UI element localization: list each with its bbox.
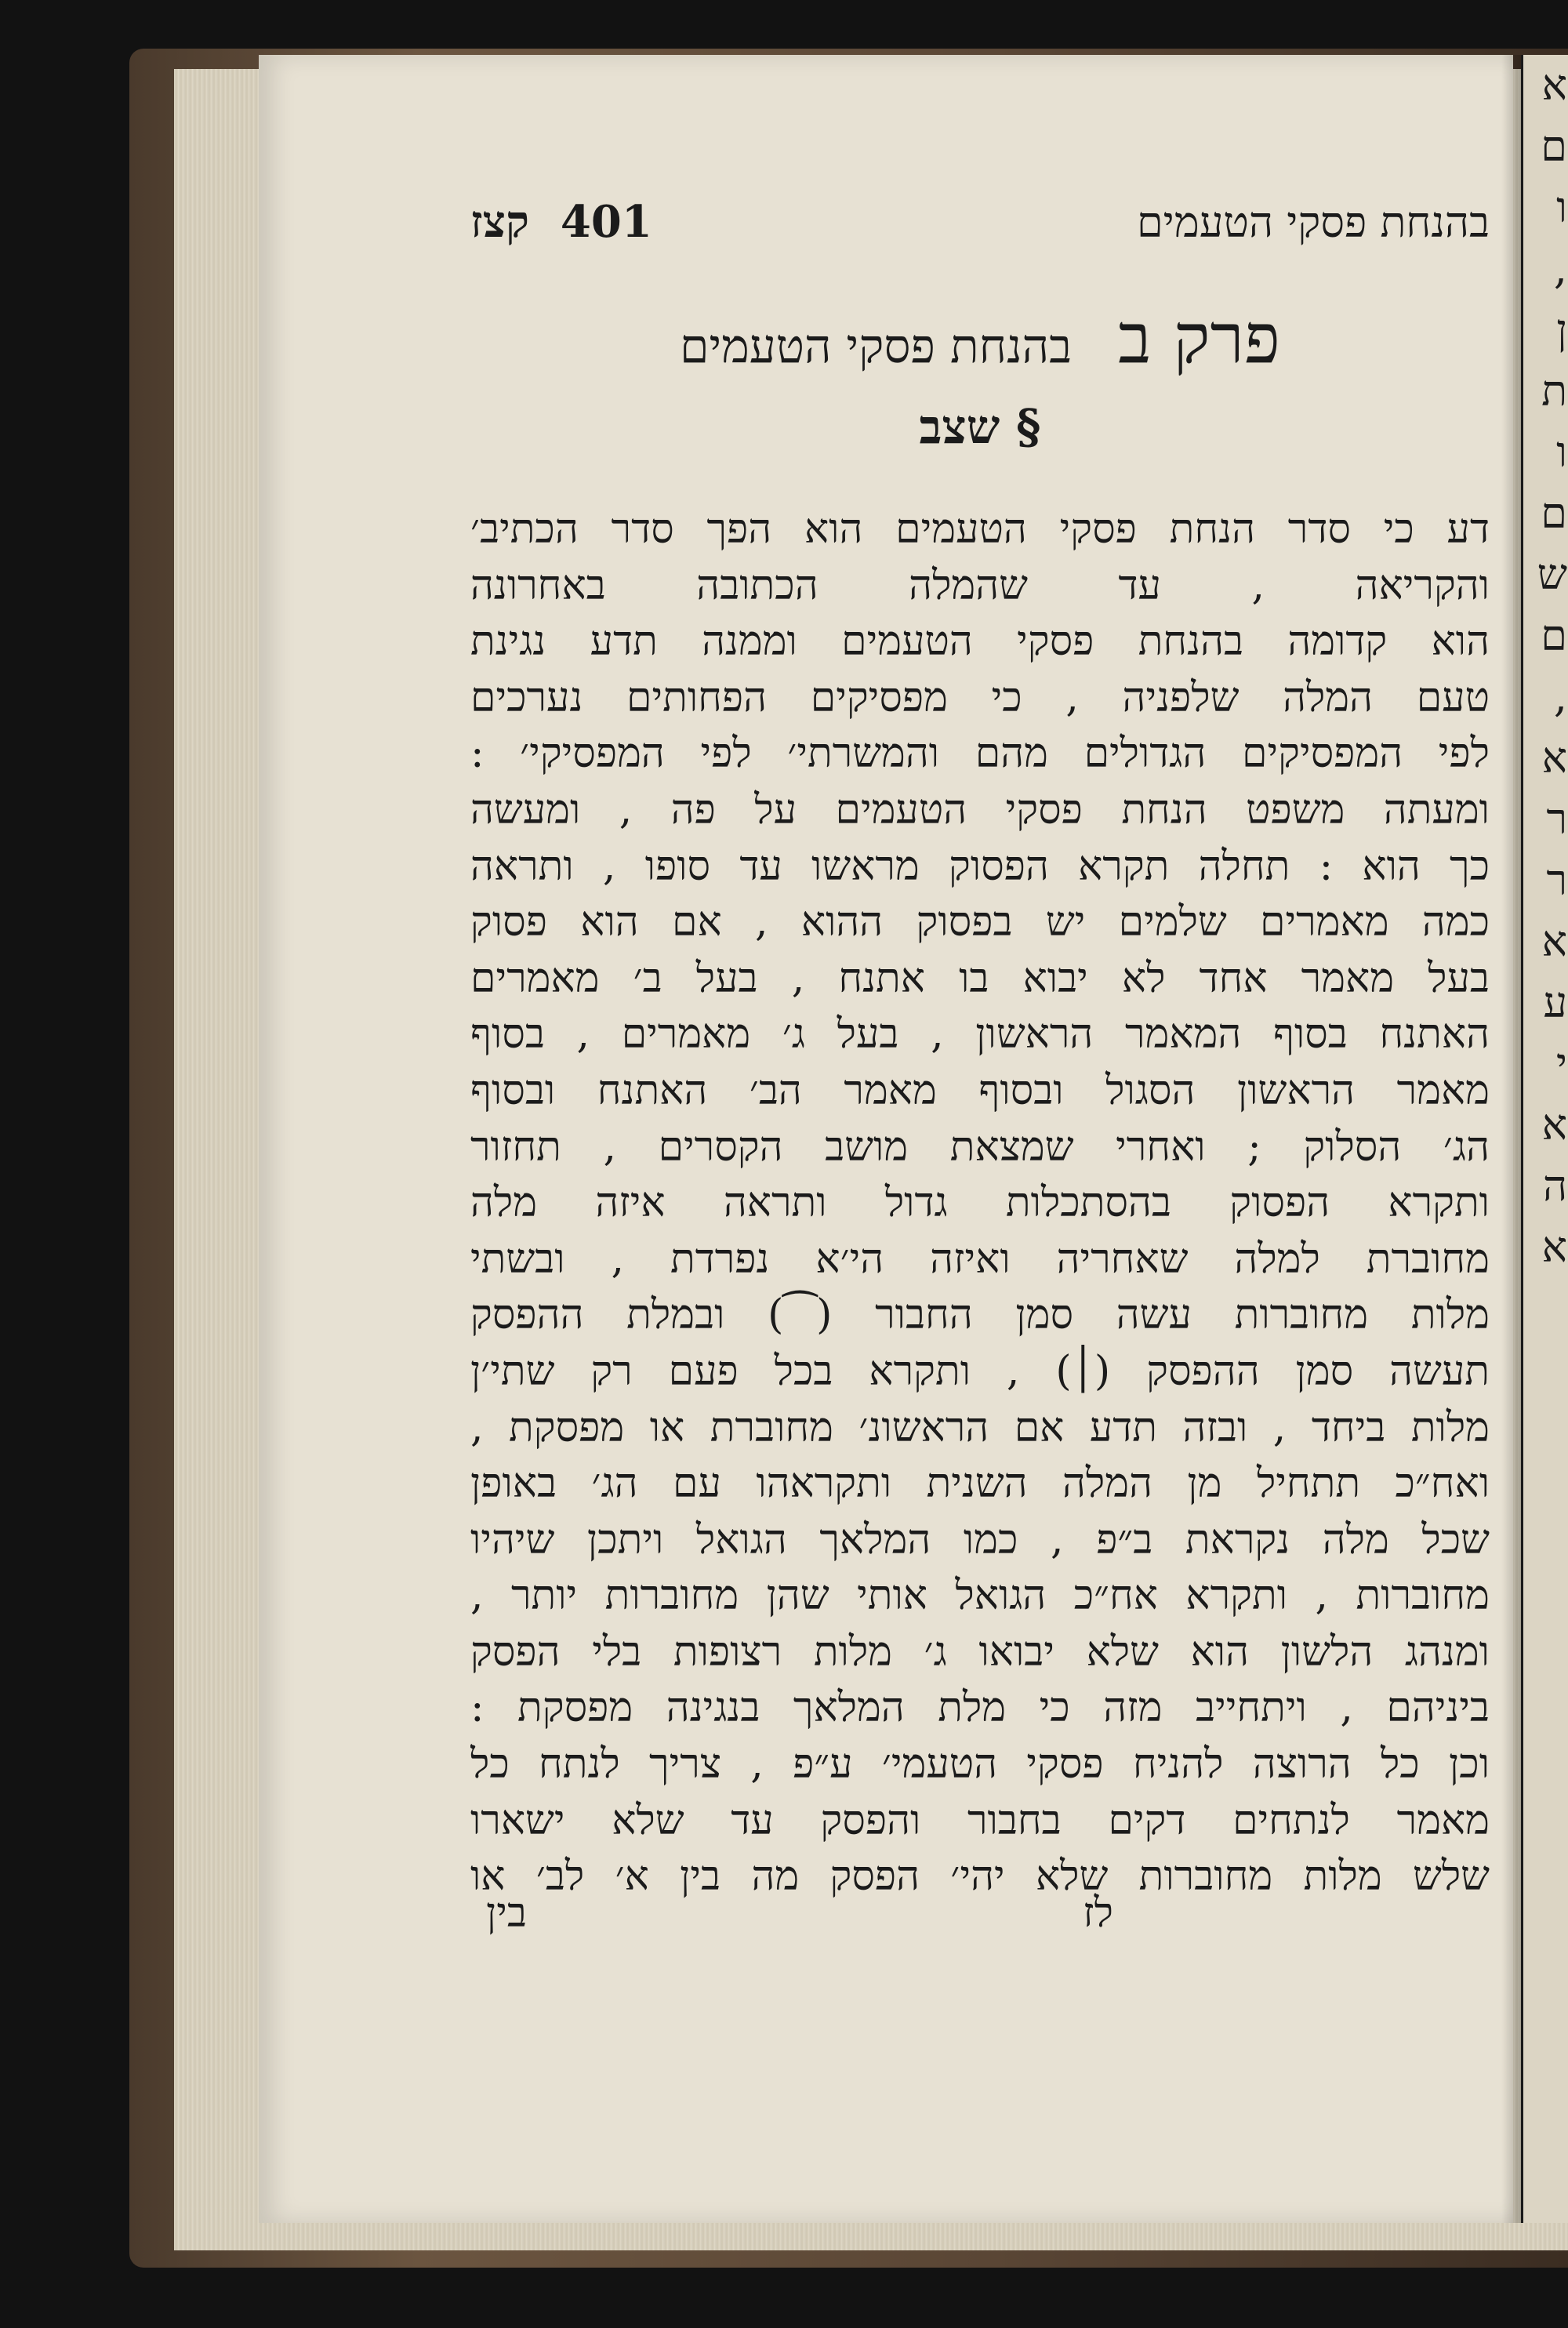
text-line: לפי המפסיקים הגדולים מהם והמשרתי׳ לפי המפסיקי׳ : <box>470 730 1490 778</box>
chapter-title: בהנחת פסקי הטעמים <box>680 319 1073 374</box>
facing-page-fragment: ן <box>1556 305 1567 354</box>
text-line: דע כי סדר הנחת פסקי הטעמים הוא הפך סדר הכתיב׳ <box>470 506 1490 553</box>
catchword <box>486 1890 1113 1937</box>
text-line: ומעתה משפט הנחת פסקי הטעמים על פה , ומעשה <box>470 786 1490 834</box>
facing-page-fragment: ר <box>1546 855 1567 905</box>
facing-page-edge <box>1521 55 1568 2223</box>
facing-page-fragment: א <box>1541 917 1567 966</box>
facing-page-fragment: , <box>1553 244 1567 293</box>
facing-page-fragment: א <box>1541 733 1567 783</box>
facing-page-fragment: ו <box>1556 427 1567 477</box>
page-text <box>470 196 1490 1905</box>
facing-page-fragment: ו <box>1556 183 1567 232</box>
running-head-title: בהנחת פסקי הטעמים <box>1136 198 1490 247</box>
text-line: האתנח בסוף המאמר הראשון , בעל ג׳ מאמרים , בסוף <box>470 1011 1490 1059</box>
facing-page-fragment: ר <box>1546 794 1567 844</box>
facing-page-fragment: ם <box>1541 488 1567 538</box>
catchword-right: לז <box>1083 1890 1113 1937</box>
facing-page-fragment: ה <box>1542 1161 1567 1211</box>
text-line: ואח״כ תתחיל מן המלה השנית ותקראהו עם הג׳ באופן <box>470 1460 1490 1508</box>
text-line: מאמר לנתחים דקים בחבור והפסק עד שלא ישארו <box>470 1796 1490 1844</box>
text-line: כמה מאמרים שלמים יש בפסוק ההוא , אם הוא פסוק <box>470 899 1490 946</box>
text-line: טעם המלה שלפניה , כי מפסיקים הפחותים נערכים <box>470 674 1490 721</box>
text-line: מחוברת למלה שאחריה ואיזה הי׳א נפרדת , ובשתי <box>470 1235 1490 1283</box>
text-line: והקריאה , עד שהמלה הכתובה באחרונה <box>470 561 1490 609</box>
running-head <box>470 196 1490 282</box>
text-line: שכל מלה נקראת ב״פ , כמו המלאך הגואל ויתכן שיהיו <box>470 1516 1490 1564</box>
text-line: וכן כל הרוצה להניח פסקי הטעמי׳ ע״פ , צריך לנתח כל <box>470 1741 1490 1789</box>
facing-page-fragment: ם <box>1541 122 1567 171</box>
facing-page-fragment: ם <box>1541 611 1567 660</box>
gutter-shadow <box>1501 55 1523 2223</box>
text-line: מלות מחוברות עשה סמן החבור (⁀) ובמלת ההפסק <box>470 1291 1490 1339</box>
section-heading: § שצב <box>919 400 1041 455</box>
page-numbers <box>470 196 652 248</box>
facing-page-fragment: ש <box>1537 550 1567 599</box>
facing-page-fragment: ע <box>1543 978 1567 1027</box>
body-text <box>470 502 1490 1905</box>
text-line: מאמר הראשון הסגול ובסוף מאמר הב׳ האתנח ובסוף <box>470 1066 1490 1114</box>
page-number-arabic: 401 <box>560 196 652 248</box>
facing-page-fragment: , <box>1553 672 1567 721</box>
chapter-label: פרק ב <box>1118 298 1280 379</box>
text-line: מחוברות , ותקרא אח״כ הגואל אותי שהן מחוברות יותר , <box>470 1572 1490 1620</box>
text-line: תעשה סמן ההפסק (׀) , ותקרא בכל פעם רק שתי׳ן <box>470 1347 1490 1395</box>
facing-page-fragment: א <box>1541 1100 1567 1149</box>
text-line: ומנהג הלשון הוא שלא יבואו ג׳ מלות רצופות בלי הפסק <box>470 1628 1490 1676</box>
text-line: הג׳ הסלוק ; ואחרי שמצאת מושב הקסרים , תחזור <box>470 1123 1490 1171</box>
text-line: בעל מאמר אחד לא יבוא בו אתנח , בעל ב׳ מאמרים <box>470 954 1490 1002</box>
page-number-hebrew: קצז <box>470 196 529 248</box>
text-line: מלות ביחד , ובזה תדע אם הראשונ׳ מחוברת או מפסקת , <box>470 1404 1490 1451</box>
facing-page-fragment: י <box>1555 1039 1567 1088</box>
facing-page-fragment: א <box>1541 1222 1567 1272</box>
text-line: ביניהם , ויתחייב מזה כי מלת המלאך בנגינה מפסקת : <box>470 1684 1490 1732</box>
text-line: שלש מלות מחוברות שלא יהי׳ הפסק מה בין א׳ לב׳ או <box>470 1853 1490 1901</box>
text-line: הוא קדומה בהנחת פסקי הטעמים וממנה תדע נגינת <box>470 618 1490 666</box>
catchword-left: בין <box>486 1890 527 1937</box>
facing-page-fragment: ת <box>1541 366 1567 416</box>
text-line: כך הוא : תחלה תקרא הפסוק מראשו עד סופו , ותראה <box>470 842 1490 890</box>
chapter-heading <box>470 298 1490 400</box>
facing-page-fragment: א <box>1541 60 1567 110</box>
text-line: ותקרא הפסוק בהסתכלות גדול ותראה איזה מלה <box>470 1179 1490 1227</box>
